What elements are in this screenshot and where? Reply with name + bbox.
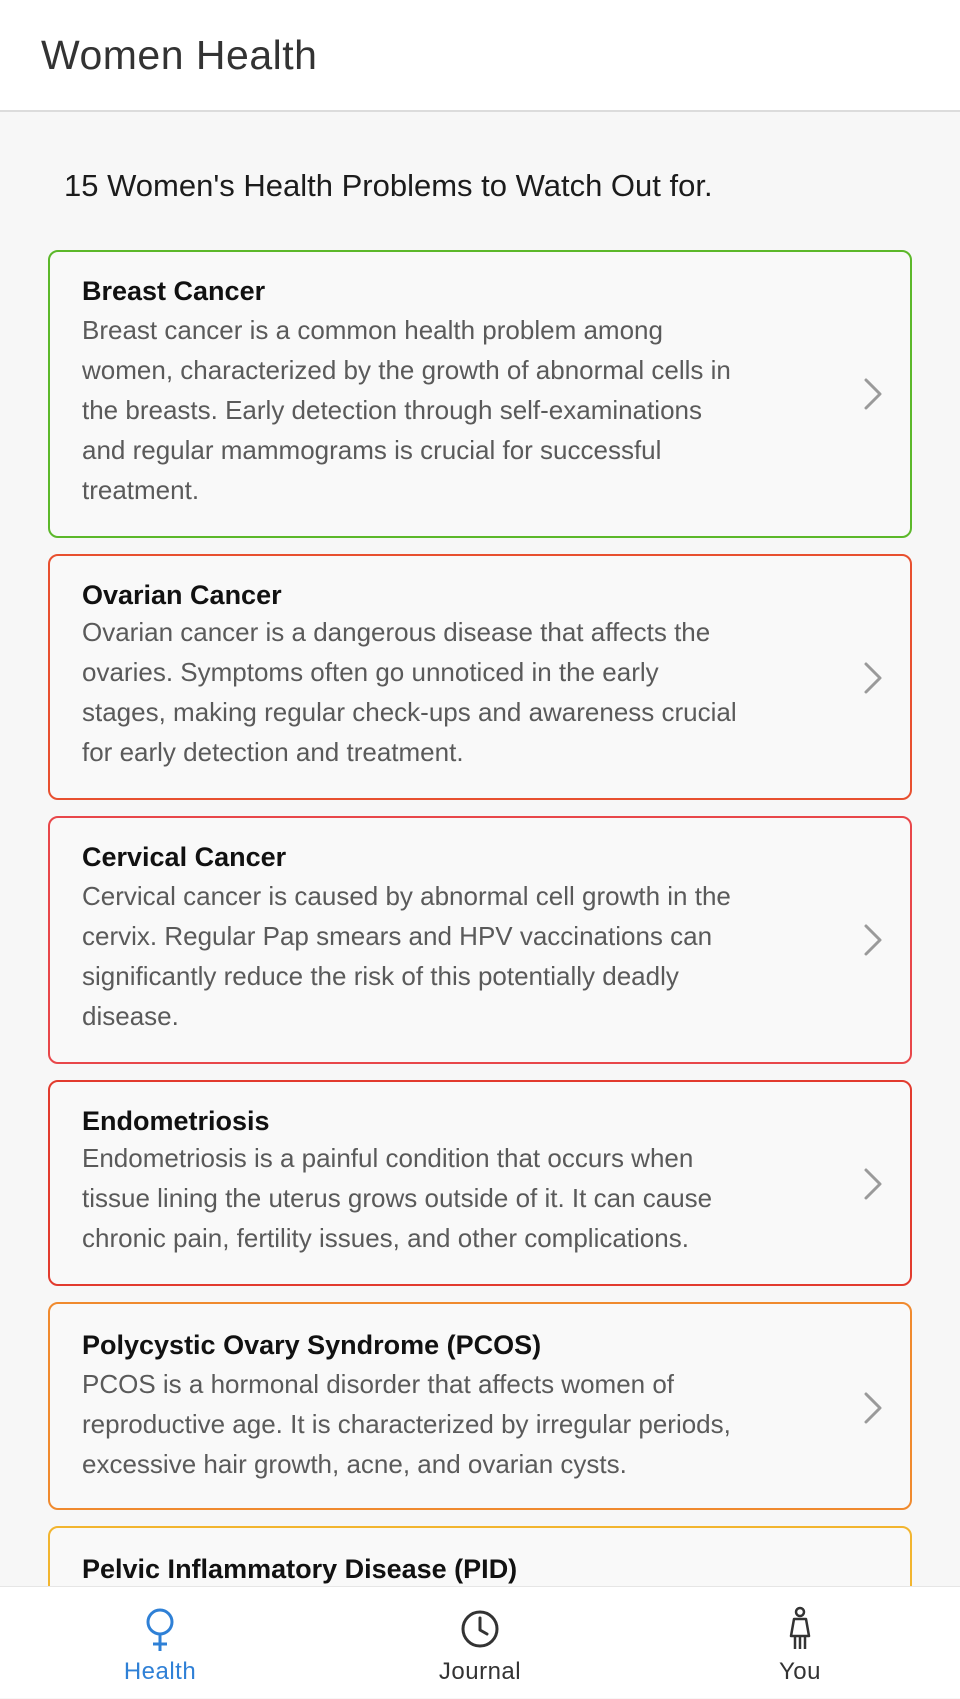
problem-card-cervical-cancer[interactable] <box>48 816 912 1064</box>
card-title: Endometriosis <box>82 1106 270 1136</box>
chevron-right-icon <box>860 1388 884 1428</box>
chevron-right-icon <box>860 658 884 698</box>
problem-card-breast-cancer[interactable] <box>48 250 912 538</box>
app-bar <box>0 0 960 112</box>
problem-card-pcos[interactable] <box>48 1302 912 1510</box>
health-problems-list[interactable] <box>0 112 960 1586</box>
bottom-tab-bar <box>0 1586 960 1698</box>
chevron-right-icon <box>860 1164 884 1204</box>
tab-you[interactable] <box>700 1587 900 1699</box>
card-description: Ovarian cancer is a dangerous disease that affects the ovaries. Symptoms often go unnoticed in the early stages, making regular check-ups and awareness crucial for early detection and treatment. <box>82 617 737 767</box>
card-title: Cervical Cancer <box>82 842 287 872</box>
female-symbol-icon <box>136 1605 184 1653</box>
problem-card-pid[interactable] <box>48 1526 912 1586</box>
card-description: PCOS is a hormonal disorder that affects women of reproductive age. It is characterized by irregular periods, excessive hair growth, acne, and ovarian cysts. <box>82 1369 731 1479</box>
problem-card-ovarian-cancer[interactable] <box>48 554 912 800</box>
card-description: Cervical cancer is caused by abnormal cell growth in the cervix. Regular Pap smears and HPV vaccinations can significantly reduce the risk of this potentially deadly disease. <box>82 881 731 1031</box>
tab-journal[interactable] <box>380 1587 580 1699</box>
card-title: Ovarian Cancer <box>82 580 282 610</box>
problem-card-endometriosis[interactable] <box>48 1080 912 1286</box>
card-description: Breast cancer is a common health problem among women, characterized by the growth of abnormal cells in the breasts. Early detection through self-examinations and regular mammograms is crucial for successful treatment. <box>82 315 731 505</box>
card-title: Breast Cancer <box>82 276 266 306</box>
tab-health[interactable] <box>60 1587 260 1699</box>
chevron-right-icon <box>860 920 884 960</box>
tab-label: You <box>779 1658 821 1685</box>
clock-icon <box>456 1605 504 1653</box>
intro-heading: 15 Women's Health Problems to Watch Out for. <box>64 168 713 203</box>
tab-label: Journal <box>438 1658 522 1685</box>
card-description: Endometriosis is a painful condition that occurs when tissue lining the uterus grows outside of it. It can cause chronic pain, fertility issues, and other complications. <box>82 1143 713 1253</box>
card-title: Pelvic Inflammatory Disease (PID) <box>82 1554 518 1584</box>
card-title: Polycystic Ovary Syndrome (PCOS) <box>82 1330 542 1360</box>
woman-figure-icon <box>776 1605 824 1653</box>
chevron-right-icon <box>860 374 884 414</box>
tab-label: Health <box>123 1658 197 1685</box>
app-title: Women Health <box>41 32 318 78</box>
